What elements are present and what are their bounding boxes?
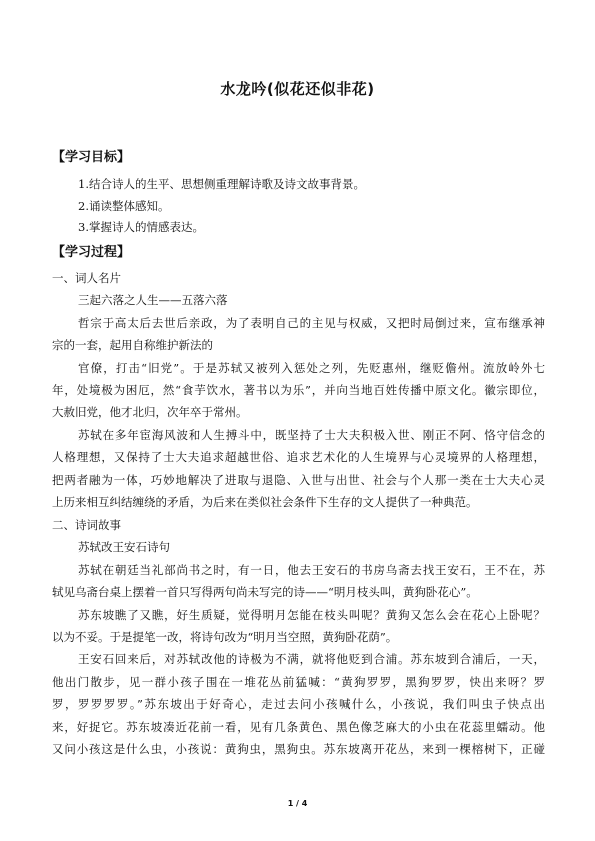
section-heading-process: 【学习过程】 bbox=[52, 245, 131, 260]
paragraph-line: 轼见乌斋台桌上摆着一首只写得两句尚未写完的诗——“明月枝头叫，黄狗卧花心”。 bbox=[52, 585, 478, 599]
paragraph-line: 以为不妥。于是提笔一改，将诗句改为“明月当空照，黄狗卧花荫”。 bbox=[52, 630, 398, 644]
objective-item: 3.掌握诗人的情感表达。 bbox=[78, 220, 204, 234]
paragraph-line: 把两者融为一体，巧妙地解决了进取与退隐、入世与出世、社会与个人那一类在士大夫心灵 bbox=[52, 473, 545, 487]
paragraph-line: 王安石回来后，对苏轼改他的诗极为不满，就将他贬到合浦。苏东坡到合浦后，一天， bbox=[78, 652, 545, 666]
paragraph-line: 哲宗于高太后去世后亲政，为了表明自己的主见与权威，又把时局倒过来，宣布继承神 bbox=[78, 316, 545, 330]
page-title: 水龙吟(似花还似非花) bbox=[220, 80, 375, 98]
subtitle: 三起六落之人生——五落六落 bbox=[78, 293, 228, 307]
objective-item: 2.诵读整体感知。 bbox=[78, 199, 170, 213]
paragraph-line: 他出门散步，见一群小孩子围在一堆花丛前猛喊：“黄狗罗罗，黑狗罗罗，快出来呀？罗 bbox=[52, 675, 545, 689]
section-title-story: 二、诗词故事 bbox=[52, 518, 121, 532]
paragraph-line: 苏轼在朝廷当礼部尚书之时，有一日，他去王安石的书房乌斋去找王安石，王不在，苏 bbox=[78, 563, 545, 577]
paragraph-line: 宗的一套，起用自称维护新法的 bbox=[52, 338, 213, 352]
subtitle: 苏轼改王安石诗句 bbox=[78, 540, 170, 554]
paragraph-line: 又问小孩这是什么虫，小孩说：黄狗虫，黑狗虫。苏东坡离开花丛，来到一棵榕树下，正碰 bbox=[52, 742, 545, 756]
paragraph-line: 人格理想，又保持了士大夫追求超越世俗、追求艺术化的人生境界与心灵境界的人格理想， bbox=[52, 450, 545, 464]
paragraph-line: 大赦旧党，他才北归，次年卒于常州。 bbox=[52, 405, 248, 419]
section-title-author: 一、词人名片 bbox=[52, 271, 121, 285]
paragraph-line: 苏轼在多年宦海风波和人生搏斗中，既坚持了士大夫积极入世、刚正不阿、恪守信念的 bbox=[78, 428, 545, 442]
section-heading-objectives: 【学习目标】 bbox=[52, 150, 131, 165]
paragraph-line: 来，好捉它。苏东坡凑近花前一看，见有几条黄色、黑色像芝麻大的小虫在花蕊里蠕动。他 bbox=[52, 720, 545, 734]
page-number: 1 / 4 bbox=[287, 799, 308, 808]
paragraph-line: 上历来相互纠结缠绕的矛盾，为后来在类似社会条件下生存的文人提供了一种典范。 bbox=[52, 495, 478, 509]
paragraph-line: 官僚，打击“旧党”。于是苏轼又被列入惩处之列，先贬惠州，继贬儋州。流放岭外七 bbox=[78, 361, 545, 375]
paragraph-line: 年，处境极为困厄，然“食芋饮水，著书以为乐”，并向当地百姓传播中原文化。徽宗即位， bbox=[52, 383, 545, 397]
paragraph-line: 罗，罗罗罗罗。”苏东坡出于好奇心，走过去问小孩喊什么，小孩说，我们叫虫子快点出 bbox=[52, 697, 545, 711]
objective-item: 1.结合诗人的生平、思想侧重理解诗歌及诗文故事背景。 bbox=[78, 177, 365, 191]
paragraph-line: 苏东坡瞧了又瞧，好生质疑，觉得明月怎能在枝头叫呢？黄狗又怎么会在花心上卧呢？ bbox=[78, 608, 545, 622]
